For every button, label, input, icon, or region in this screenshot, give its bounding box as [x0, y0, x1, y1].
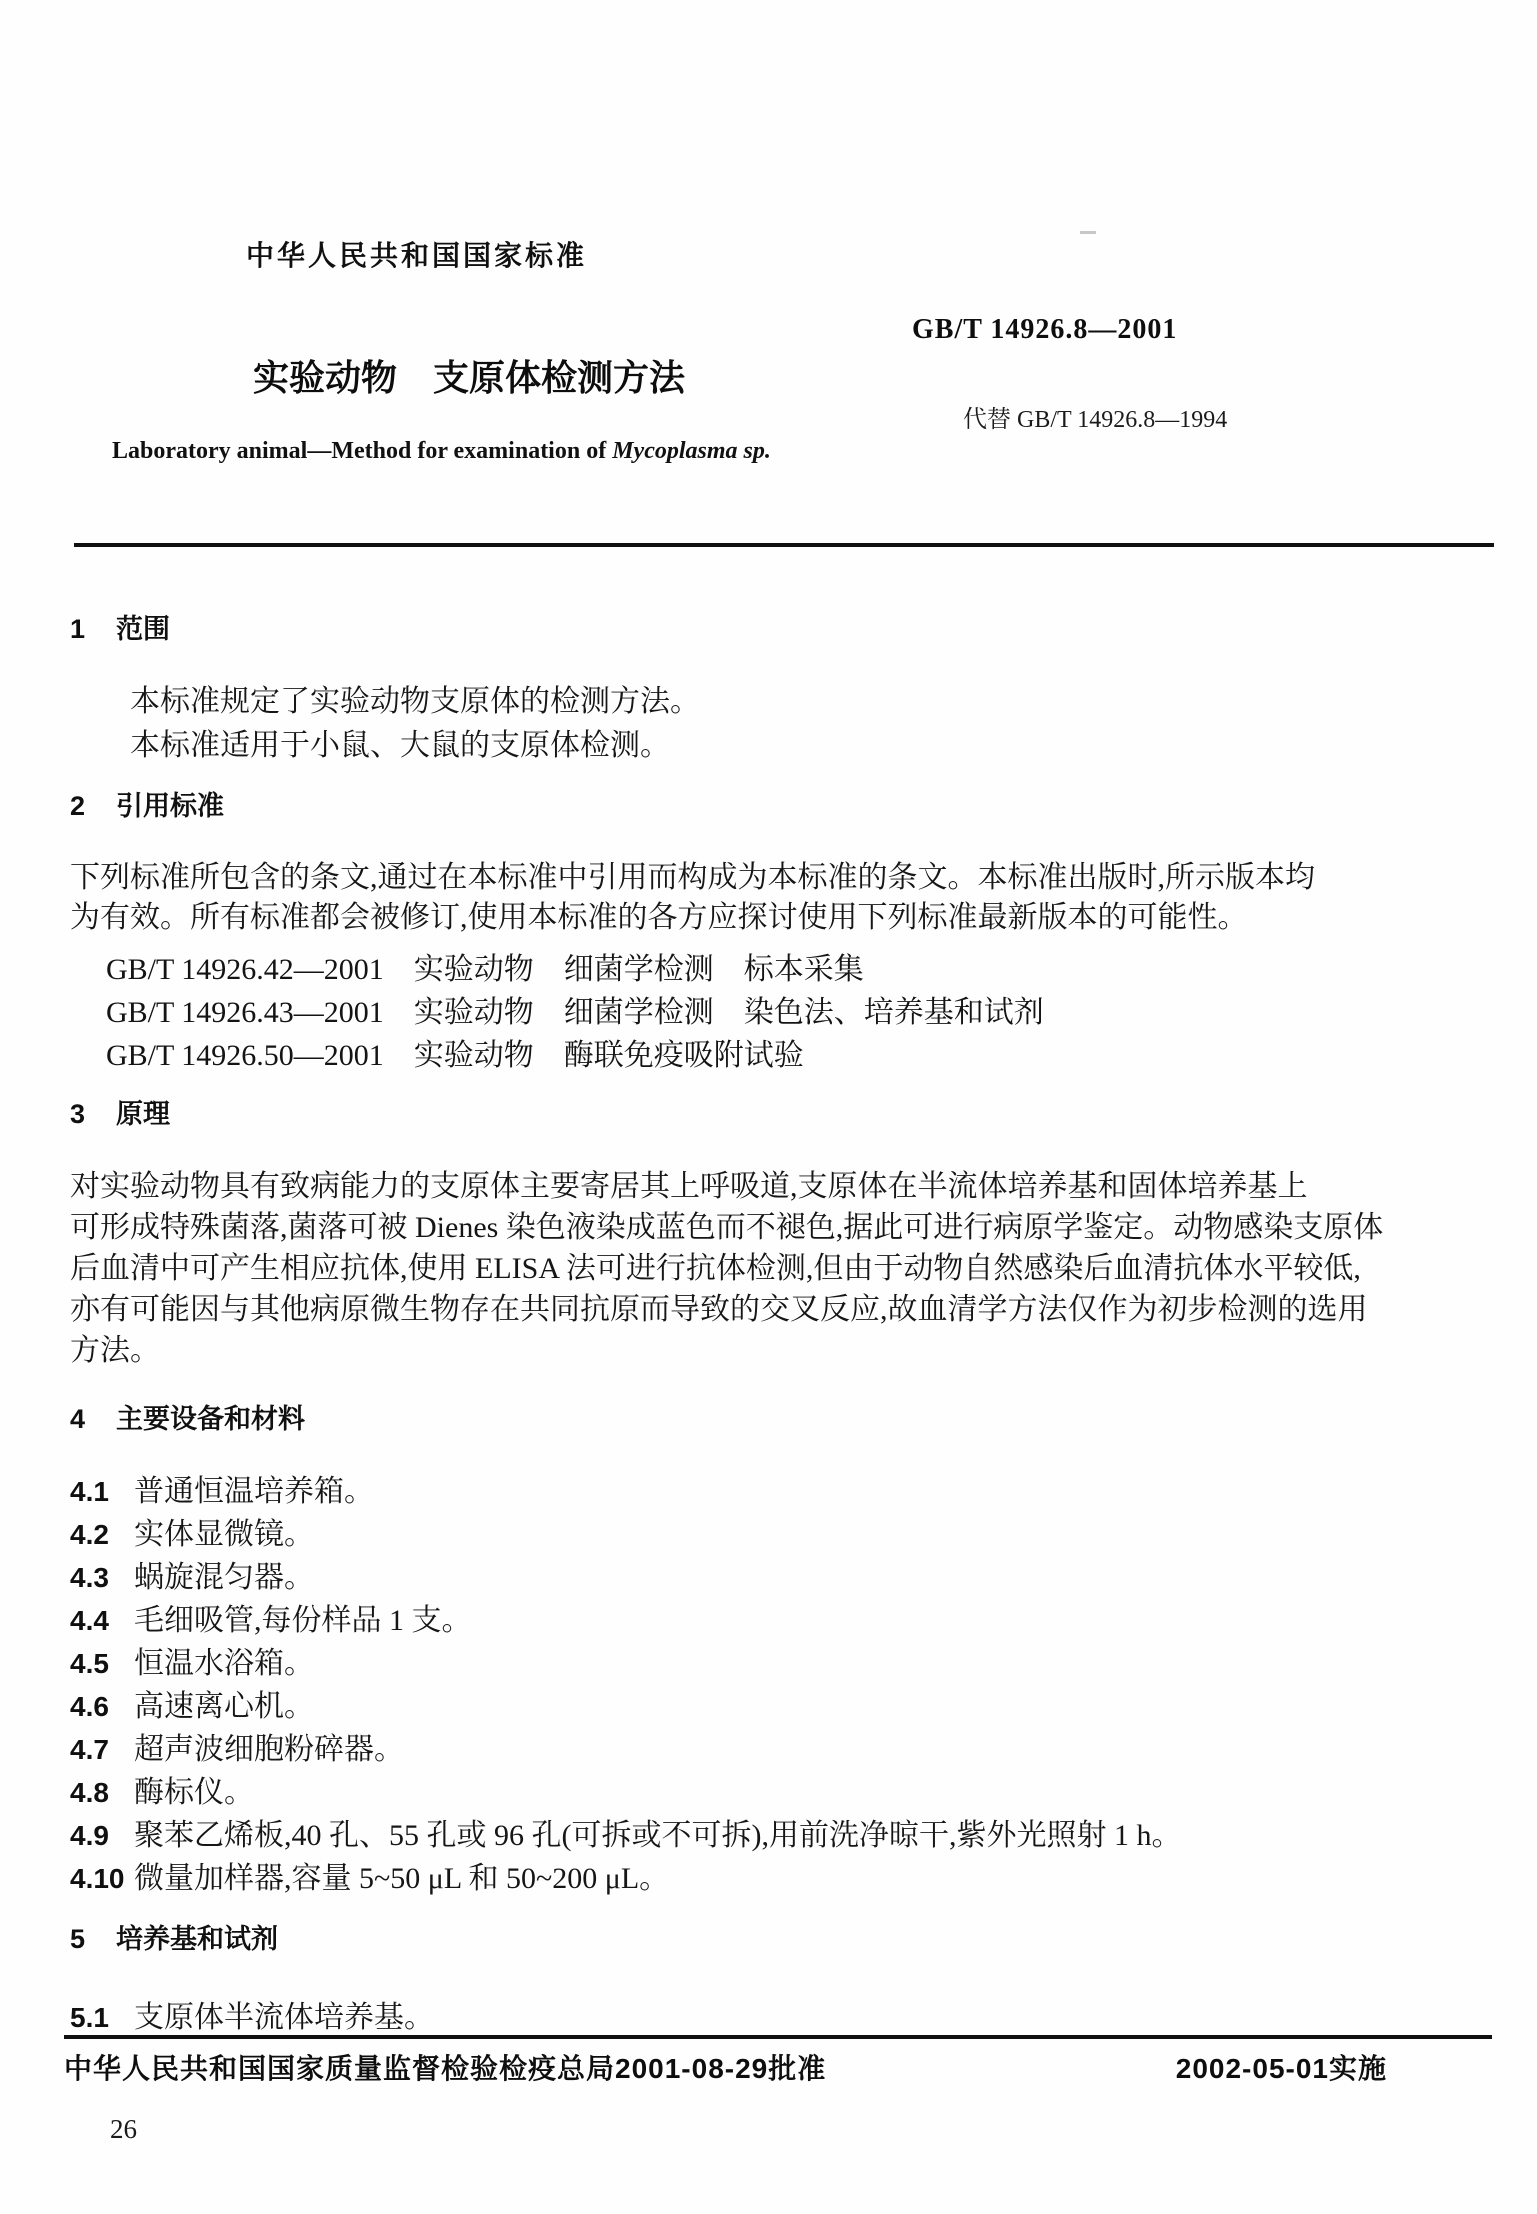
clause-item — [70, 1642, 1470, 1685]
reference-entry: GB/T 14926.43—2001 实验动物 细菌学检测 染色法、培养基和试剂 — [106, 996, 1044, 1029]
footer-approval: 中华人民共和国国家质量监督检验检疫总局2001-08-29批准 — [64, 2053, 827, 2084]
clause-number: 4.3 — [70, 1562, 109, 1593]
clause-text: 恒温水浴箱。 — [134, 1647, 314, 1680]
clause-text: 聚苯乙烯板,40 孔、55 孔或 96 孔(可拆或不可拆),用前洗净晾干,紫外光照射 1 h。 — [134, 1819, 1182, 1852]
section-heading — [70, 1097, 1470, 1131]
clause-number: 4.2 — [70, 1519, 109, 1550]
section-media-reagents — [70, 1922, 1470, 2039]
clause-item — [70, 1685, 1470, 1728]
reference-entry: GB/T 14926.50—2001 实验动物 酶联免疫吸附试验 — [106, 1039, 804, 1072]
section-paragraphs — [70, 680, 1470, 768]
section-title: 范围 — [116, 614, 170, 644]
clause-text: 实体显微镜。 — [134, 1518, 314, 1551]
paragraph-line: 后血清中可产生相应抗体,使用 ELISA 法可进行抗体检测,但由于动物自然感染后血清抗体水平较低, — [70, 1252, 1361, 1285]
clause-text: 普通恒温培养箱。 — [134, 1475, 374, 1508]
clause-number: 4.5 — [70, 1648, 109, 1679]
clause-text: 超声波细胞粉碎器。 — [134, 1733, 404, 1766]
page-number: 26 — [110, 2114, 137, 2144]
section-paragraph-lines — [70, 1166, 1470, 1371]
clause-number: 4.1 — [70, 1476, 109, 1507]
section-title: 原理 — [116, 1099, 170, 1129]
section-heading — [70, 789, 1470, 823]
clause-item — [70, 1599, 1470, 1642]
paragraph-line: 下列标准所包含的条文,通过在本标准中引用而构成为本标准的条文。本标准出版时,所示版本均 — [70, 861, 1315, 894]
clause-item — [70, 1771, 1470, 1814]
clause-number: 4.4 — [70, 1605, 109, 1636]
clause-text: 毛细吸管,每份样品 1 支。 — [134, 1604, 472, 1637]
scan-speck-artifact — [1080, 231, 1096, 234]
section-title: 培养基和试剂 — [116, 1924, 278, 1954]
clause-item — [70, 1728, 1470, 1771]
paragraph-line: 可形成特殊菌落,菌落可被 Dienes 染色液染成蓝色而不褪色,据此可进行病原学鉴定。动物感染支原体 — [70, 1211, 1384, 1244]
clause-item — [70, 1556, 1470, 1599]
standard-kind-heading: 中华人民共和国国家标准 — [246, 240, 588, 271]
header-rule — [74, 543, 1494, 547]
section-principle — [70, 1097, 1470, 1371]
section-heading — [70, 1402, 1470, 1436]
clause-text: 支原体半流体培养基。 — [134, 2001, 434, 2034]
paragraph-line: 为有效。所有标准都会被修订,使用本标准的各方应探讨使用下列标准最新版本的可能性。 — [70, 901, 1248, 934]
reference-entry: GB/T 14926.42—2001 实验动物 细菌学检测 标本采集 — [106, 953, 864, 986]
clause-number: 4.9 — [70, 1820, 109, 1851]
section-title: 主要设备和材料 — [116, 1404, 305, 1434]
clause-text: 高速离心机。 — [134, 1690, 314, 1723]
clause-number: 4.8 — [70, 1777, 109, 1808]
title-en-species: Mycoplasma sp. — [612, 438, 771, 464]
section-number: 1 — [70, 614, 86, 644]
document-title-en — [112, 438, 771, 465]
clause-number: 4.10 — [70, 1863, 125, 1894]
paragraph: 本标准适用于小鼠、大鼠的支原体检测。 — [130, 729, 670, 762]
paragraph-line: 对实验动物具有致病能力的支原体主要寄居其上呼吸道,支原体在半流体培养基和固体培养基上 — [70, 1170, 1308, 1203]
footer-implementation: 2002-05-01实施 — [1175, 2053, 1387, 2084]
document-title-cn: 实验动物 支原体检测方法 — [253, 357, 686, 398]
clause-number: 4.6 — [70, 1691, 109, 1722]
reference-list — [70, 948, 1470, 1077]
section-heading — [70, 1922, 1470, 1956]
paragraph: 本标准规定了实验动物支原体的检测方法。 — [130, 685, 700, 718]
section-scope — [70, 612, 1470, 768]
section-equipment-materials — [70, 1402, 1470, 1900]
clause-number: 5.1 — [70, 2002, 109, 2033]
clause-text: 酶标仪。 — [134, 1776, 254, 1809]
replaces-note: 代替 GB/T 14926.8—1994 — [963, 407, 1228, 433]
section-number: 3 — [70, 1099, 86, 1129]
paragraph-line: 亦有可能因与其他病原微生物存在共同抗原而导致的交叉反应,故血清学方法仅作为初步检测的选用 — [70, 1293, 1368, 1326]
paragraph-line: 方法。 — [70, 1334, 160, 1367]
clause-item — [70, 1814, 1470, 1857]
clause-item — [70, 1996, 1470, 2039]
footer-rule — [64, 2035, 1492, 2039]
clause-list — [70, 1996, 1470, 2039]
title-en-text: Laboratory animal—Method for examination of — [112, 438, 613, 464]
section-title: 引用标准 — [116, 791, 224, 821]
section-number: 4 — [70, 1404, 86, 1434]
section-normative-references — [70, 789, 1470, 1077]
clause-text: 蜗旋混匀器。 — [134, 1561, 314, 1594]
clause-text: 微量加样器,容量 5~50 μL 和 50~200 μL。 — [134, 1862, 670, 1895]
clause-item — [70, 1513, 1470, 1556]
section-number: 5 — [70, 1924, 86, 1954]
standard-number: GB/T 14926.8—2001 — [912, 314, 1178, 345]
section-heading — [70, 612, 1470, 646]
section-number: 2 — [70, 791, 86, 821]
clause-item — [70, 1857, 1470, 1900]
clause-item — [70, 1470, 1470, 1513]
clause-number: 4.7 — [70, 1734, 109, 1765]
clause-list — [70, 1470, 1470, 1900]
section-paragraph-lines — [70, 858, 1470, 938]
